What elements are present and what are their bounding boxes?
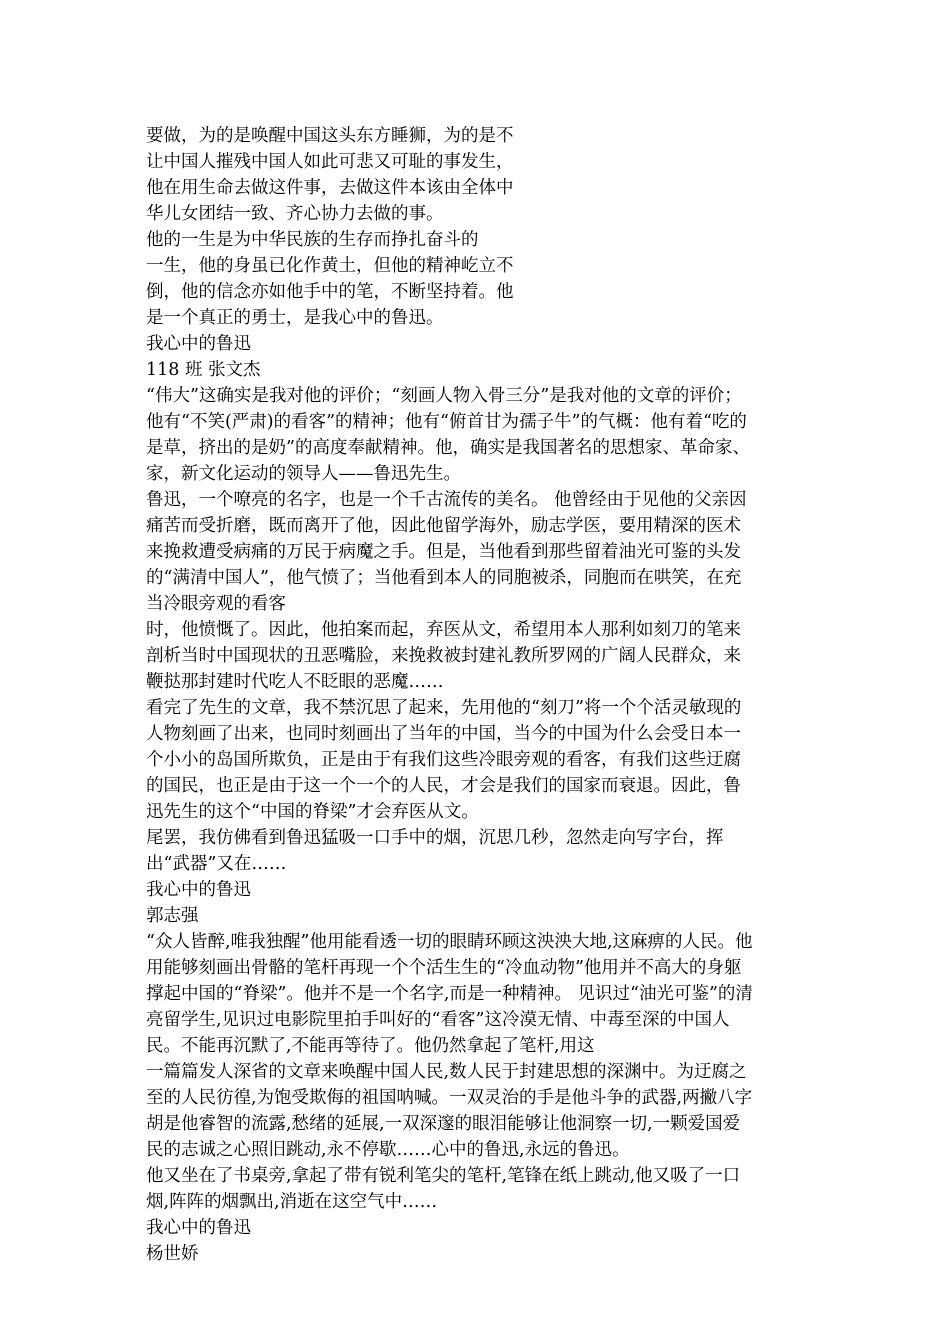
text-line: 让中国人摧残中国人如此可悲又可耻的事发生，	[146, 152, 514, 172]
text-line: 民的志诚之心照旧跳动,永不停歇……心中的鲁迅,永远的鲁迅。	[146, 1140, 630, 1160]
section-title: 我心中的鲁迅	[146, 1218, 251, 1238]
text-line: 他在用生命去做这件事，去做这件本该由全体中	[146, 178, 514, 198]
text-line: 烟,阵阵的烟飘出,消逝在这空气中……	[146, 1192, 438, 1212]
text-line: 亮留学生,见识过电影院里拍手叫好的“看客”这冷漠无情、中毒至深的中国人	[146, 1010, 730, 1030]
text-line: 撑起中国的“脊梁”。他并不是一个名字,而是一种精神。 见识过“油光可鉴”的清	[146, 984, 753, 1004]
author-line: 郭志强	[146, 906, 199, 926]
text-line: 个小小的岛国所欺负，正是由于有我们这些冷眼旁观的看客，有我们这些迂腐	[146, 750, 741, 770]
text-line: “众人皆醉,唯我独醒”他用能看透一切的眼睛环顾这泱泱大地,这麻痹的人民。他	[146, 932, 753, 952]
text-line: 当冷眼旁观的看客	[146, 594, 286, 614]
author-line: 杨世娇	[146, 1244, 199, 1264]
text-line: 是草，挤出的是奶”的高度奉献精神。他，确实是我国著名的思想家、革命家、	[146, 438, 750, 458]
text-line: 一篇篇发人深省的文章来唤醒中国人民,数人民于封建思想的深渊中。为迂腐之	[146, 1062, 747, 1082]
text-line: 家，新文化运动的领导人——鲁迅先生。	[146, 464, 461, 484]
text-line: 是一个真正的勇士，是我心中的鲁迅。	[146, 308, 444, 328]
section-title: 我心中的鲁迅	[146, 334, 251, 354]
text-line: 倒，他的信念亦如他手中的笔，不断坚持着。他	[146, 282, 514, 302]
section-title: 我心中的鲁迅	[146, 880, 251, 900]
text-line: 他的一生是为中华民族的生存而挣扎奋斗的	[146, 230, 479, 250]
text-line: 要做，为的是唤醒中国这头东方睡狮，为的是不	[146, 126, 514, 146]
text-line: 他有“不笑(严肃)的看客”的精神；他有“俯首甘为孺子牛”的气概：他有着“吃的	[146, 412, 747, 432]
text-line: 鞭挞那封建时代吃人不眨眼的恶魔……	[146, 672, 444, 692]
text-line: 民。不能再沉默了,不能再等待了。他仍然拿起了笔杆,用这	[146, 1036, 595, 1056]
text-line: 至的人民彷徨,为饱受欺侮的祖国呐喊。一双灵治的手是他斗争的武器,两撇八字	[146, 1088, 753, 1108]
text-line: 用能够刻画出骨骼的笔杆再现一个个活生生的“冷血动物”他用并不高大的身躯	[146, 958, 742, 978]
text-line: 看完了先生的文章，我不禁沉思了起来，先用他的“刻刀”将一个个活灵敏现的	[146, 698, 742, 718]
text-line: “伟大”这确实是我对他的评价；“刻画人物入骨三分”是我对他的文章的评价；	[146, 386, 742, 406]
text-line: 华儿女团结一致、齐心协力去做的事。	[146, 204, 444, 224]
text-line: 的国民，也正是由于这一个一个的人民，才会是我们的国家而衰退。因此，鲁	[146, 776, 741, 796]
author-line: 118 班 张文杰	[146, 360, 261, 380]
text-line: 人物刻画了出来，也同时刻画出了当年的中国，当今的中国为什么会受日本一	[146, 724, 741, 744]
text-line: 痛苦而受折磨，既而离开了他，因此他留学海外，励志学医，要用精深的医术	[146, 516, 741, 536]
text-line: 迅先生的这个“中国的脊梁”才会弃医从文。	[146, 802, 479, 822]
text-line: 来挽救遭受病痛的万民于病魔之手。但是，当他看到那些留着油光可鉴的头发	[146, 542, 741, 562]
text-line: 时，他愤慨了。因此，他拍案而起，弃医从文，希望用本人那利如刻刀的笔来	[146, 620, 741, 640]
text-line: 剖析当时中国现状的丑恶嘴脸，来挽救被封建礼教所罗网的广阔人民群众，来	[146, 646, 741, 666]
text-line: 鲁迅，一个嘹亮的名字，也是一个千古流传的美名。 他曾经由于见他的父亲因	[146, 490, 747, 510]
text-line: 胡是他睿智的流露,愁绪的延展,一双深邃的眼泪能够让他洞察一切,一颗爱国爱	[146, 1114, 741, 1134]
text-line: 出“武器”又在……	[146, 854, 287, 874]
text-line: 尾罢，我仿佛看到鲁迅猛吸一口手中的烟，沉思几秒，忽然走向写字台，挥	[146, 828, 724, 848]
text-line: 的“满清中国人”，他气愤了；当他看到本人的同胞被杀，同胞而在哄笑，在充	[146, 568, 742, 588]
text-line: 一生，他的身虽已化作黄土，但他的精神屹立不	[146, 256, 514, 276]
text-line: 他又坐在了书桌旁,拿起了带有锐利笔尖的笔杆,笔锋在纸上跳动,他又吸了一口	[146, 1166, 741, 1186]
